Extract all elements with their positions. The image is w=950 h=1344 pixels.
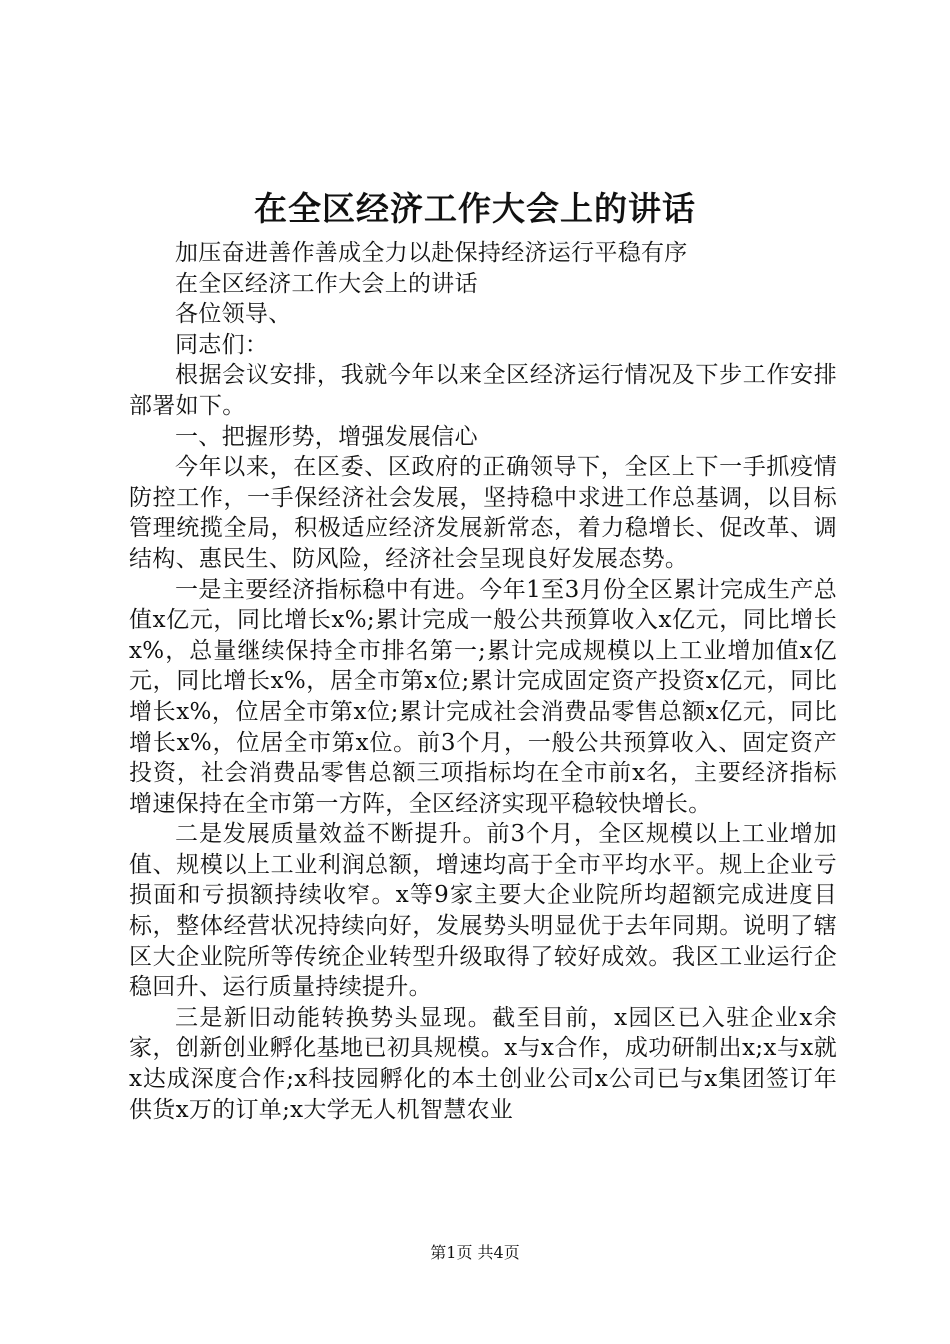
speech-title-paragraph: 在全区经济工作大会上的讲话 [175, 270, 478, 297]
intro-paragraph: 根据会议安排，我就今年以来全区经济运行情况及下步工作安排部署如下。 [129, 362, 837, 419]
body-paragraph-overview: 今年以来，在区委、区政府的正确领导下，全区上下一手抓疫情防控工作，一手保经济社会发展，坚持稳中求进工作总基调，以目标管理统揽全局，积极适应经济发展新常态，着力稳增长、促改革、调结构、惠民生、防风险，经济社会呈现良好发展态势。 [129, 454, 837, 572]
section-heading-1: 一、把握形势，增强发展信心 [175, 423, 478, 450]
body-paragraph-quality: 二是发展质量效益不断提升。前3个月，全区规模以上工业增加值、规模以上工业利润总额，增速均高于全市平均水平。规上企业亏损面和亏损额持续收窄。x等9家主要大企业院所均超额完成进度目标，整体经营状况持续向好，发展势头明显优于去年同期。说明了辖区大企业院所等传统企业转型升级取得了较好成效。我区工业运行企稳回升、运行质量持续提升。 [129, 821, 837, 1001]
body-paragraph-indicators: 一是主要经济指标稳中有进。今年1至3月份全区累计完成生产总值x亿元，同比增长x%;累计完成一般公共预算收入x亿元，同比增长x%，总量继续保持全市排名第一;累计完成规模以上工业增加值x亿元，同比增长x%，居全市第x位;累计完成固定资产投资x亿元，同比增长x%，位居全市第x位;累计完成社会消费品零售总额x亿元，同比增长x%，位居全市第x位。前3个月，一般公共预算收入、固定资产投资，社会消费品零售总额三项指标均在全市前x名，主要经济指标增速保持在全市第一方阵，全区经济实现平稳较快增长。 [129, 576, 837, 817]
salutation-comrades: 同志们： [175, 331, 269, 358]
body-paragraph-momentum: 三是新旧动能转换势头显现。截至目前，x园区已入驻企业x余家，创新创业孵化基地已初具规模。x与x合作，成功研制出x;x与x就x达成深度合作;x科技园孵化的本土创业公司x公司已与x集团签订年供货x万的订单;x大学无人机智慧农业 [129, 1004, 837, 1123]
document-body [129, 238, 837, 1125]
document-title: 在全区经济工作大会上的讲话 [254, 189, 696, 228]
salutation-leaders: 各位领导、 [175, 301, 292, 328]
subtitle-paragraph: 加压奋进善作善成全力以赴保持经济运行平稳有序 [175, 240, 688, 266]
page-footer: 第1页 共4页 [430, 1243, 520, 1262]
